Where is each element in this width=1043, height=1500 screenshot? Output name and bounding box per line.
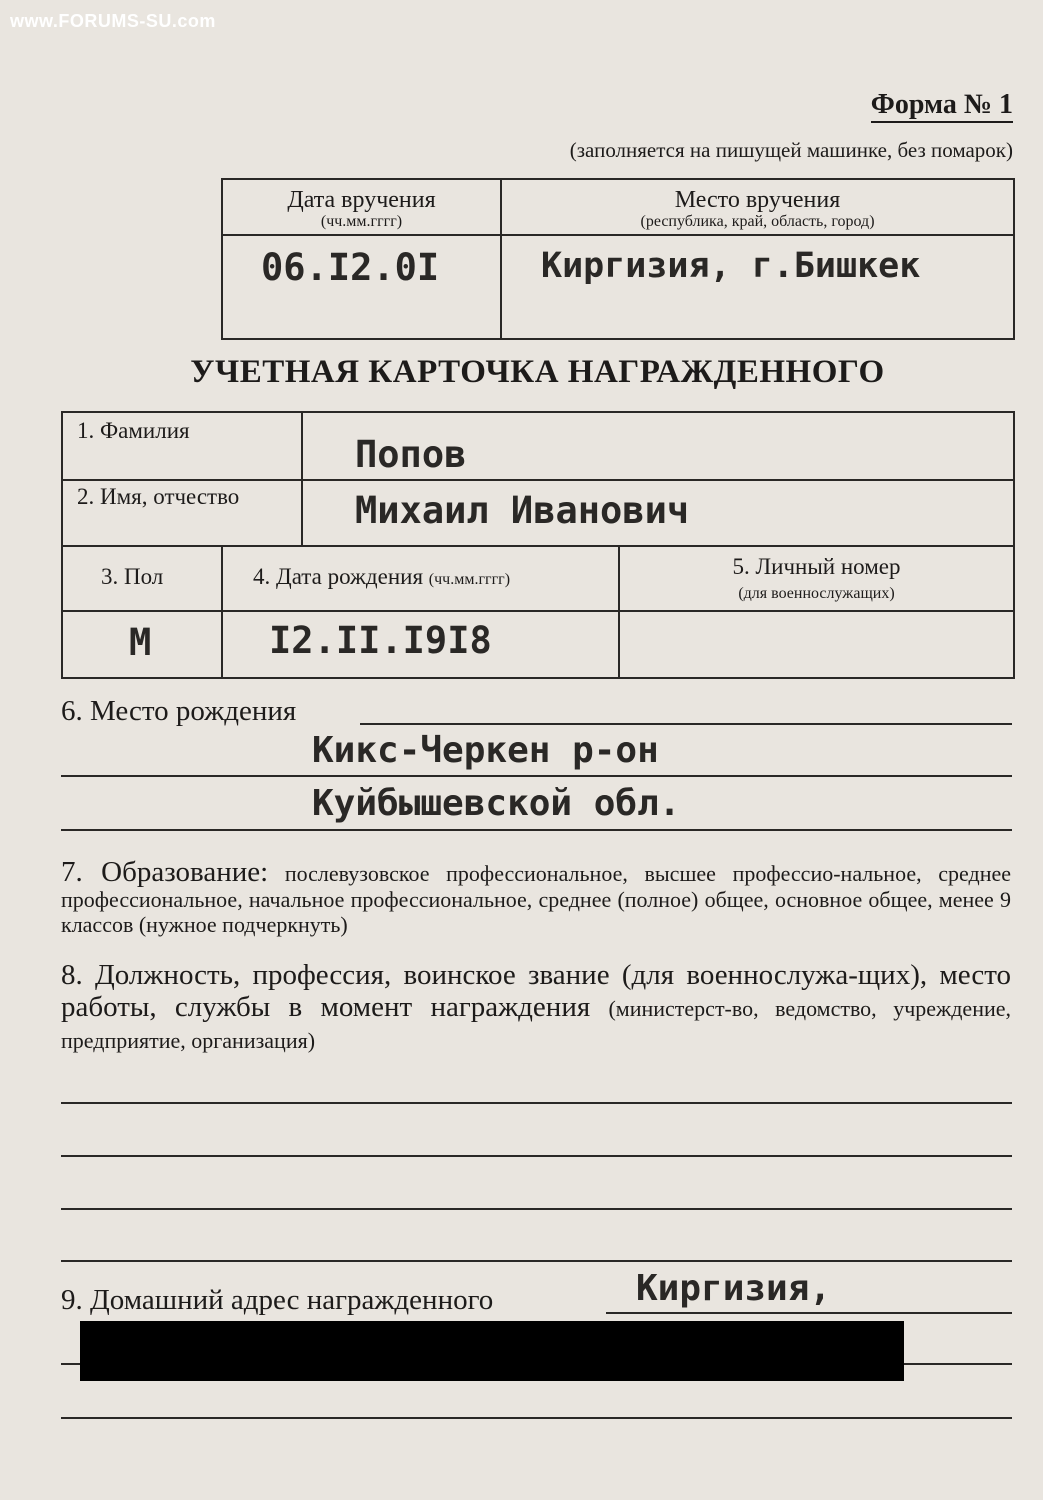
position-label: 8. Должность, профессия, воинское звание (для военнослужа-щих), место работы, службы в момент награждения	[61, 959, 1011, 1023]
birthdate-value: I2.II.I9I8	[269, 619, 492, 662]
sex-label: 3. Пол	[101, 564, 164, 589]
birthdate-format: (чч.мм.гггг)	[428, 571, 511, 588]
personal-number-label: 5. Личный номер	[732, 554, 901, 579]
birthdate-header	[253, 565, 510, 589]
birthplace-line1: Кикс-Черкен р-он	[312, 730, 659, 771]
sex-value: М	[129, 621, 152, 664]
award-date-format: (чч.мм.гггг)	[320, 213, 403, 230]
birthdate-label: 4. Дата рождения	[253, 564, 424, 589]
surname-label: 1. Фамилия	[77, 418, 190, 443]
redaction-bar	[80, 1321, 904, 1381]
birthplace-line2: Куйбышевской обл.	[312, 783, 681, 824]
card-title: УЧЕТНАЯ КАРТОЧКА НАГРАЖДЕННОГО	[190, 354, 885, 390]
award-date-value: 06.I2.0I	[261, 246, 440, 289]
personal-number-hint: (для военнослужащих)	[738, 585, 895, 603]
watermark: www.FORUMS-SU.com	[10, 11, 216, 31]
award-place-value: Киргизия, г.Бишкек	[541, 246, 921, 286]
address-value: Киргизия,	[636, 1268, 832, 1309]
address-line-3	[61, 1417, 1012, 1419]
award-date-label: Дата вручения	[287, 187, 436, 213]
personal-data-table	[61, 411, 1015, 679]
award-place-header	[502, 188, 1013, 230]
fill-note: (заполняется на пишущей машинке, без помарок)	[569, 138, 1013, 162]
surname-value: Попов	[355, 433, 467, 476]
name-value: Михаил Иванович	[355, 489, 690, 532]
position-line-2	[61, 1155, 1012, 1157]
position-block	[61, 960, 1011, 1056]
position-line-3	[61, 1208, 1012, 1210]
education-options: послевузовское профессиональное, высшее профессио-нальное, среднее профессиональное, начальное профессиональное, среднее (полное) общее, основное общее, менее 9 классов (нужное подчеркнуть)	[61, 861, 1011, 938]
address-label: 9. Домашний адрес награжденного	[61, 1284, 494, 1316]
name-label: 2. Имя, отчество	[77, 484, 240, 509]
personal-number-header	[620, 555, 1013, 603]
position-hint: (министерст-во, ведомство, учреждение, предприятие, организация)	[61, 995, 1012, 1053]
birthplace-label: 6. Место рождения	[61, 695, 297, 727]
form-number: Форма № 1	[871, 90, 1013, 123]
award-date-header	[223, 188, 500, 230]
position-line-1	[61, 1102, 1012, 1104]
award-table	[221, 178, 1015, 340]
education-label: 7. Образование:	[61, 856, 269, 888]
award-place-hint: (республика, край, область, город)	[640, 213, 875, 230]
award-place-label: Место вручения	[674, 187, 841, 213]
position-line-4	[61, 1260, 1012, 1262]
education-block	[61, 856, 1011, 938]
